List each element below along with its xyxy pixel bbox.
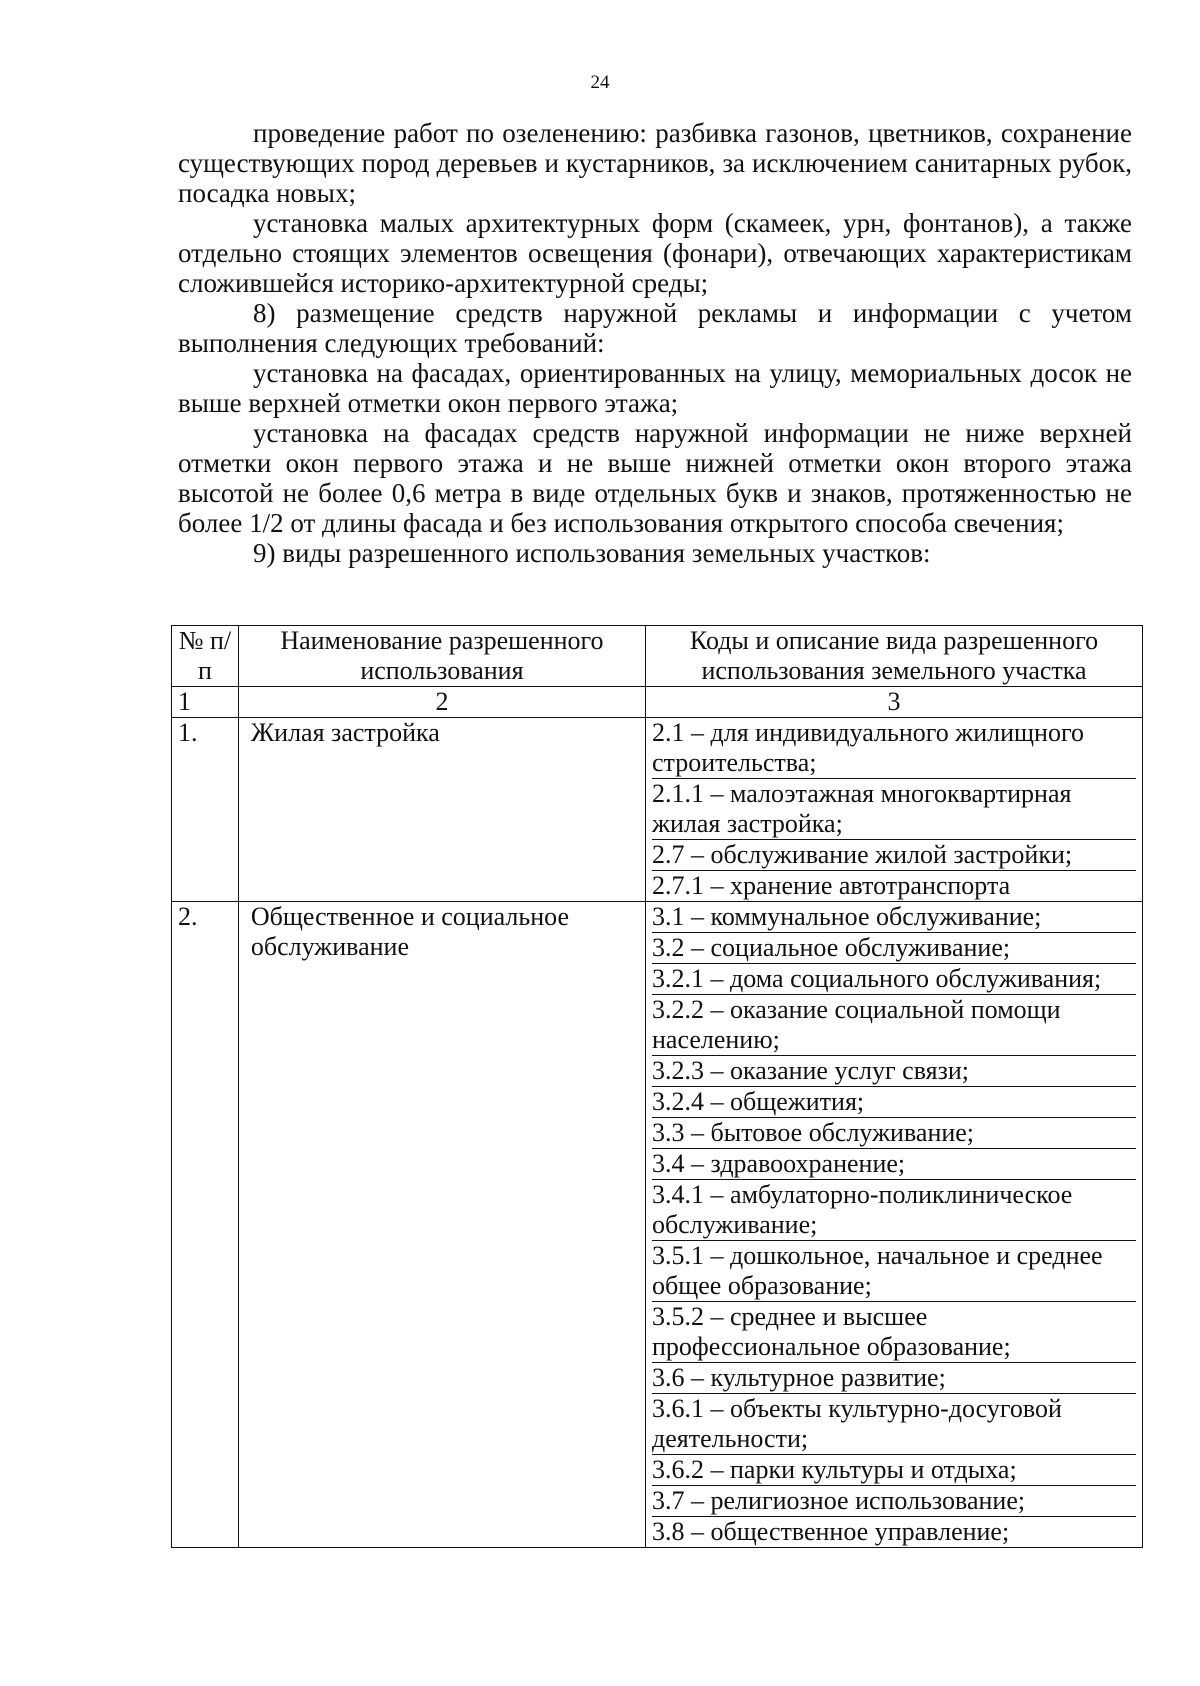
code-line: 3.5.1 – дошкольное, начальное и среднее общее образование; — [652, 1241, 1136, 1302]
code-line: 3.2 – социальное обслуживание; — [652, 933, 1136, 964]
row-codes — [646, 718, 1143, 902]
table-header-row — [172, 626, 1143, 687]
column-number-2: 2 — [238, 687, 645, 718]
code-line: 3.2.1 – дома социального обслуживания; — [652, 964, 1136, 995]
code-line: 2.1.1 – малоэтажная многоквартирная жилая застройка; — [652, 779, 1136, 840]
paragraph-landscaping: проведение работ по озеленению: разбивка газонов, цветников, сохранение существующих пород деревьев и кустарников, за исключением санитарных рубок, посадка новых; — [178, 118, 1132, 208]
column-number-3: 3 — [646, 687, 1143, 718]
row-number: 2. — [172, 902, 239, 1548]
paragraph-small-forms: установка малых архитектурных форм (скамеек, урн, фонтанов), а также отдельно стоящих элементов освещения (фонари), отвечающих характеристикам сложившейся историко-архитектурной среды; — [178, 208, 1132, 298]
header-number: № п/п — [172, 626, 239, 687]
code-line: 3.6 – культурное развитие; — [652, 1363, 1136, 1394]
code-line: 3.6.1 – объекты культурно-досуговой деятельности; — [652, 1394, 1136, 1455]
code-line: 3.1 – коммунальное обслуживание; — [652, 902, 1136, 933]
row-name: Жилая застройка — [238, 718, 645, 902]
header-codes: Коды и описание вида разрешенного использования земельного участка — [646, 626, 1143, 687]
code-line: 3.3 – бытовое обслуживание; — [652, 1118, 1136, 1149]
column-number-1: 1 — [172, 687, 239, 718]
paragraph-item-8: 8) размещение средств наружной рекламы и информации с учетом выполнения следующих требований: — [178, 298, 1132, 358]
table-row — [172, 902, 1143, 1548]
header-name: Наименование разрешенного использования — [238, 626, 645, 687]
code-line: 3.6.2 – парки культуры и отдыха; — [652, 1455, 1136, 1486]
land-use-table — [171, 625, 1143, 1548]
code-line: 3.2.4 – общежития; — [652, 1087, 1136, 1118]
table-column-numbers-row — [172, 687, 1143, 718]
code-line: 2.7 – обслуживание жилой застройки; — [652, 840, 1136, 871]
row-name: Общественное и социальное обслуживание — [238, 902, 645, 1548]
paragraph-outdoor-info: установка на фасадах средств наружной информации не ниже верхней отметки окон первого этажа и не выше нижней отметки окон второго этажа высотой не более 0,6 метра в виде отдельных букв и знаков, протяженностью не более 1/2 от длины фасада и без использования открытого способа свечения; — [178, 418, 1132, 538]
body-text — [178, 118, 1132, 568]
table-row — [172, 718, 1143, 902]
code-line: 3.2.3 – оказание услуг связи; — [652, 1056, 1136, 1087]
code-line: 3.7 – религиозное использование; — [652, 1486, 1136, 1517]
code-line: 3.2.2 – оказание социальной помощи населению; — [652, 995, 1136, 1056]
code-line: 3.4 – здравоохранение; — [652, 1149, 1136, 1180]
code-line: 3.8 – общественное управление; — [652, 1517, 1010, 1546]
paragraph-item-9: 9) виды разрешенного использования земельных участков: — [253, 538, 931, 568]
code-line: 3.5.2 – среднее и высшее профессиональное образование; — [652, 1302, 1136, 1363]
paragraph-memorial-plaques: установка на фасадах, ориентированных на улицу, мемориальных досок не выше верхней отметки окон первого этажа; — [178, 358, 1132, 418]
row-codes — [646, 902, 1143, 1548]
code-line: 3.4.1 – амбулаторно-поликлиническое обслуживание; — [652, 1180, 1136, 1241]
code-line: 2.1 – для индивидуального жилищного строительства; — [652, 718, 1136, 779]
code-line: 2.7.1 – хранение автотранспорта — [652, 871, 1011, 900]
page-number: 24 — [590, 72, 610, 93]
row-number: 1. — [172, 718, 239, 902]
